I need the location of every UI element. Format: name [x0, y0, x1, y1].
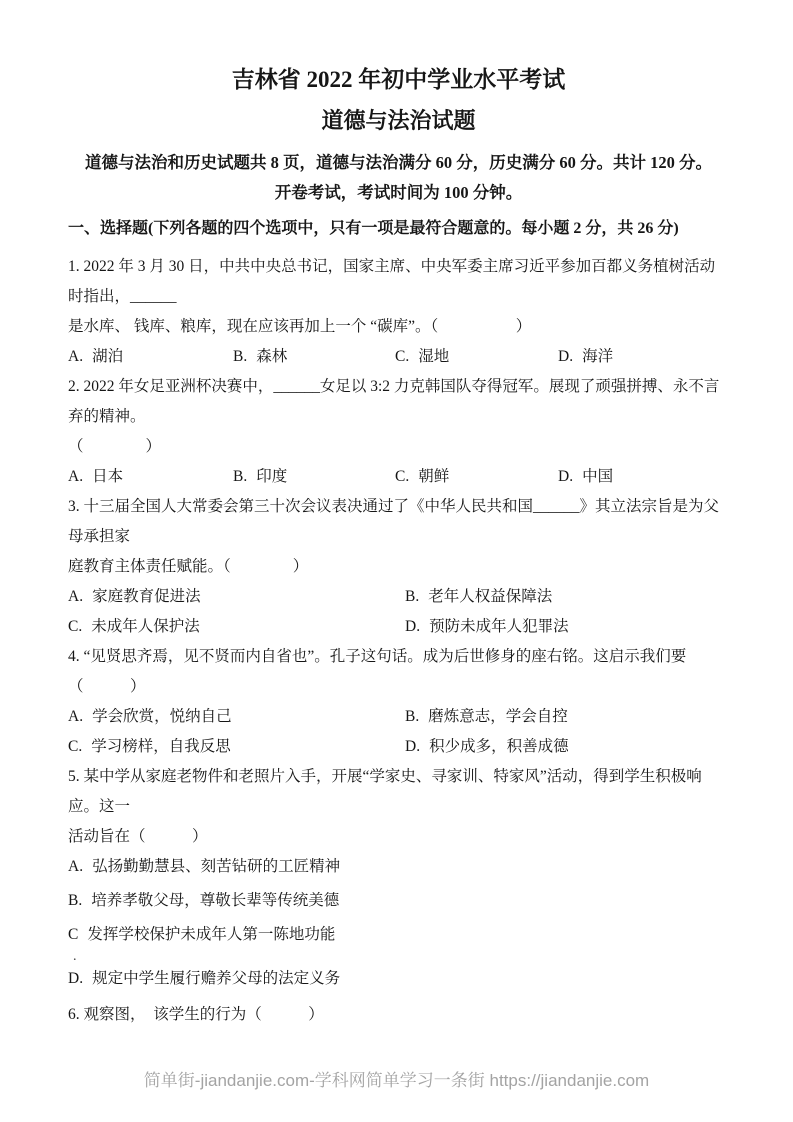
question-2-text-line-2: （ ） [68, 438, 162, 455]
question-3-options-row-1 [68, 582, 729, 612]
question-1-text-line-2: 是水库、 钱库、粮库，现在应该再加上一个 “碳库”。（ ） [68, 318, 532, 335]
option-label: A. [68, 708, 84, 725]
question-1 [68, 252, 729, 372]
option-text: 湖泊 [92, 348, 124, 365]
question-5-option-c [68, 920, 729, 950]
question-5-text-line-1: 5. 某中学从家庭老物件和老照片入手，开展“学家史、寻家训、特家风”活动，得到学生积极响应。这一 [68, 768, 702, 815]
question-4-text-line-1: 4. “见贤思齐焉，见不贤而内自省也”。孔子这句话。成为后世修身的座右铭。这启示我们要（ ） [68, 648, 687, 695]
exam-instructions-line-1: 道德与法治和历史试题共 8 页，道德与法治满分 60 分，历史满分 60 分。共计 120 分。 [85, 153, 712, 172]
option-label: D. [405, 738, 421, 755]
question-3-option-c [68, 612, 405, 642]
question-4-options-row-1 [68, 702, 729, 732]
option-text: 培养孝敬父母，尊敬长辈等传统美德 [91, 892, 340, 909]
option-label: D. [558, 348, 574, 365]
question-3-text-line-2: 庭教育主体责任赋能。（ ） [68, 558, 309, 575]
option-label: A. [68, 348, 84, 365]
question-1-option-c [395, 342, 558, 372]
question-2-options-row [68, 462, 729, 492]
question-4-option-d [405, 732, 729, 762]
option-text: 学习榜样，自我反思 [91, 738, 231, 755]
option-text: 森林 [256, 348, 288, 365]
option-text: 家庭教育促进法 [92, 588, 201, 605]
question-5-option-b [68, 886, 729, 916]
question-3-option-b [405, 582, 729, 612]
option-label: C. [68, 738, 83, 755]
stray-period-mark: . [73, 949, 77, 964]
option-label: D. [558, 468, 574, 485]
question-2-option-c [395, 462, 558, 492]
option-text: 未成年人保护法 [91, 618, 200, 635]
option-label: B. [68, 892, 83, 909]
question-1-text-line-1: 1. 2022 年 3 月 30 日，中共中央总书记，国家主席、中央军委主席习近平参加百都义务植树活动时指出，______ [68, 258, 716, 305]
question-4-option-c [68, 732, 405, 762]
question-5-option-a [68, 852, 729, 882]
option-label: B. [233, 348, 248, 365]
question-4 [68, 642, 729, 762]
question-3-options-row-2 [68, 612, 729, 642]
option-text: 学会欣赏，悦纳自己 [92, 708, 232, 725]
question-3-option-a [68, 582, 405, 612]
option-text: 中国 [582, 468, 614, 485]
question-6-text-line-1: 6. 观察图， 该学生的行为（ ） [68, 1006, 324, 1023]
question-5 [68, 762, 729, 994]
question-2 [68, 372, 729, 492]
question-1-option-a [68, 342, 233, 372]
option-text: 磨炼意志，学会自控 [428, 708, 568, 725]
question-2-option-a [68, 462, 233, 492]
question-6 [68, 1000, 729, 1030]
question-1-option-b [233, 342, 395, 372]
question-1-options-row [68, 342, 729, 372]
watermark-footer: 简单街-jiandanjie.com-学科网简单学习一条街 https://jiandanjie.com [143, 1071, 650, 1090]
question-4-options-row-2 [68, 732, 729, 762]
option-text: 弘扬勤勤慧县、刻苦钻研的工匠精神 [92, 858, 341, 875]
question-2-option-b [233, 462, 395, 492]
question-3 [68, 492, 729, 642]
question-1-option-d [558, 342, 729, 372]
question-4-option-a [68, 702, 405, 732]
option-text: 预防未成年人犯罪法 [429, 618, 569, 635]
option-label: D. [68, 970, 84, 987]
option-text: 印度 [256, 468, 288, 485]
question-3-option-d [405, 612, 729, 642]
option-label: C. [395, 348, 410, 365]
question-5-text-line-2: 活动旨在（ ） [68, 828, 208, 845]
exam-subtitle: 道德与法治试题 [321, 108, 476, 133]
option-label: C. [395, 468, 410, 485]
option-text: 规定中学生履行赡养父母的法定义务 [92, 970, 341, 987]
option-label: B. [405, 588, 420, 605]
option-text: 日本 [92, 468, 124, 485]
option-text: 湿地 [418, 348, 450, 365]
option-label: B. [405, 708, 420, 725]
exam-title: 吉林省 2022 年初中学业水平考试 [231, 67, 566, 92]
option-label: B. [233, 468, 248, 485]
question-5-option-d [68, 964, 729, 994]
option-text: 朝鲜 [418, 468, 450, 485]
option-label: C [68, 926, 79, 943]
question-4-option-b [405, 702, 729, 732]
option-label: A. [68, 468, 84, 485]
question-2-text-line-1: 2. 2022 年女足亚洲杯决赛中，______女足以 3:2 力克韩国队夺得冠军。展现了顽强拼搏、永不言弃的精神。 [68, 378, 720, 425]
section-header-choice-questions: 一、选择题(下列各题的四个选项中，只有一项是最符合题意的。每小题 2 分，共 26 分) [68, 220, 679, 237]
question-2-option-d [558, 462, 729, 492]
option-text: 老年人权益保障法 [428, 588, 553, 605]
option-label: A. [68, 858, 84, 875]
option-label: A. [68, 588, 84, 605]
exam-instructions-line-2: 开卷考试，考试时间为 100 分钟。 [274, 183, 523, 202]
option-text: 发挥学校保护未成年人第一陈地功能 [87, 926, 336, 943]
option-text: 海洋 [582, 348, 614, 365]
option-label: D. [405, 618, 421, 635]
option-text: 积少成多，积善成德 [429, 738, 569, 755]
option-label: C. [68, 618, 83, 635]
question-3-text-line-1: 3. 十三届全国人大常委会第三十次会议表决通过了《中华人民共和国______》其立法宗旨是为父母承担家 [68, 498, 720, 545]
